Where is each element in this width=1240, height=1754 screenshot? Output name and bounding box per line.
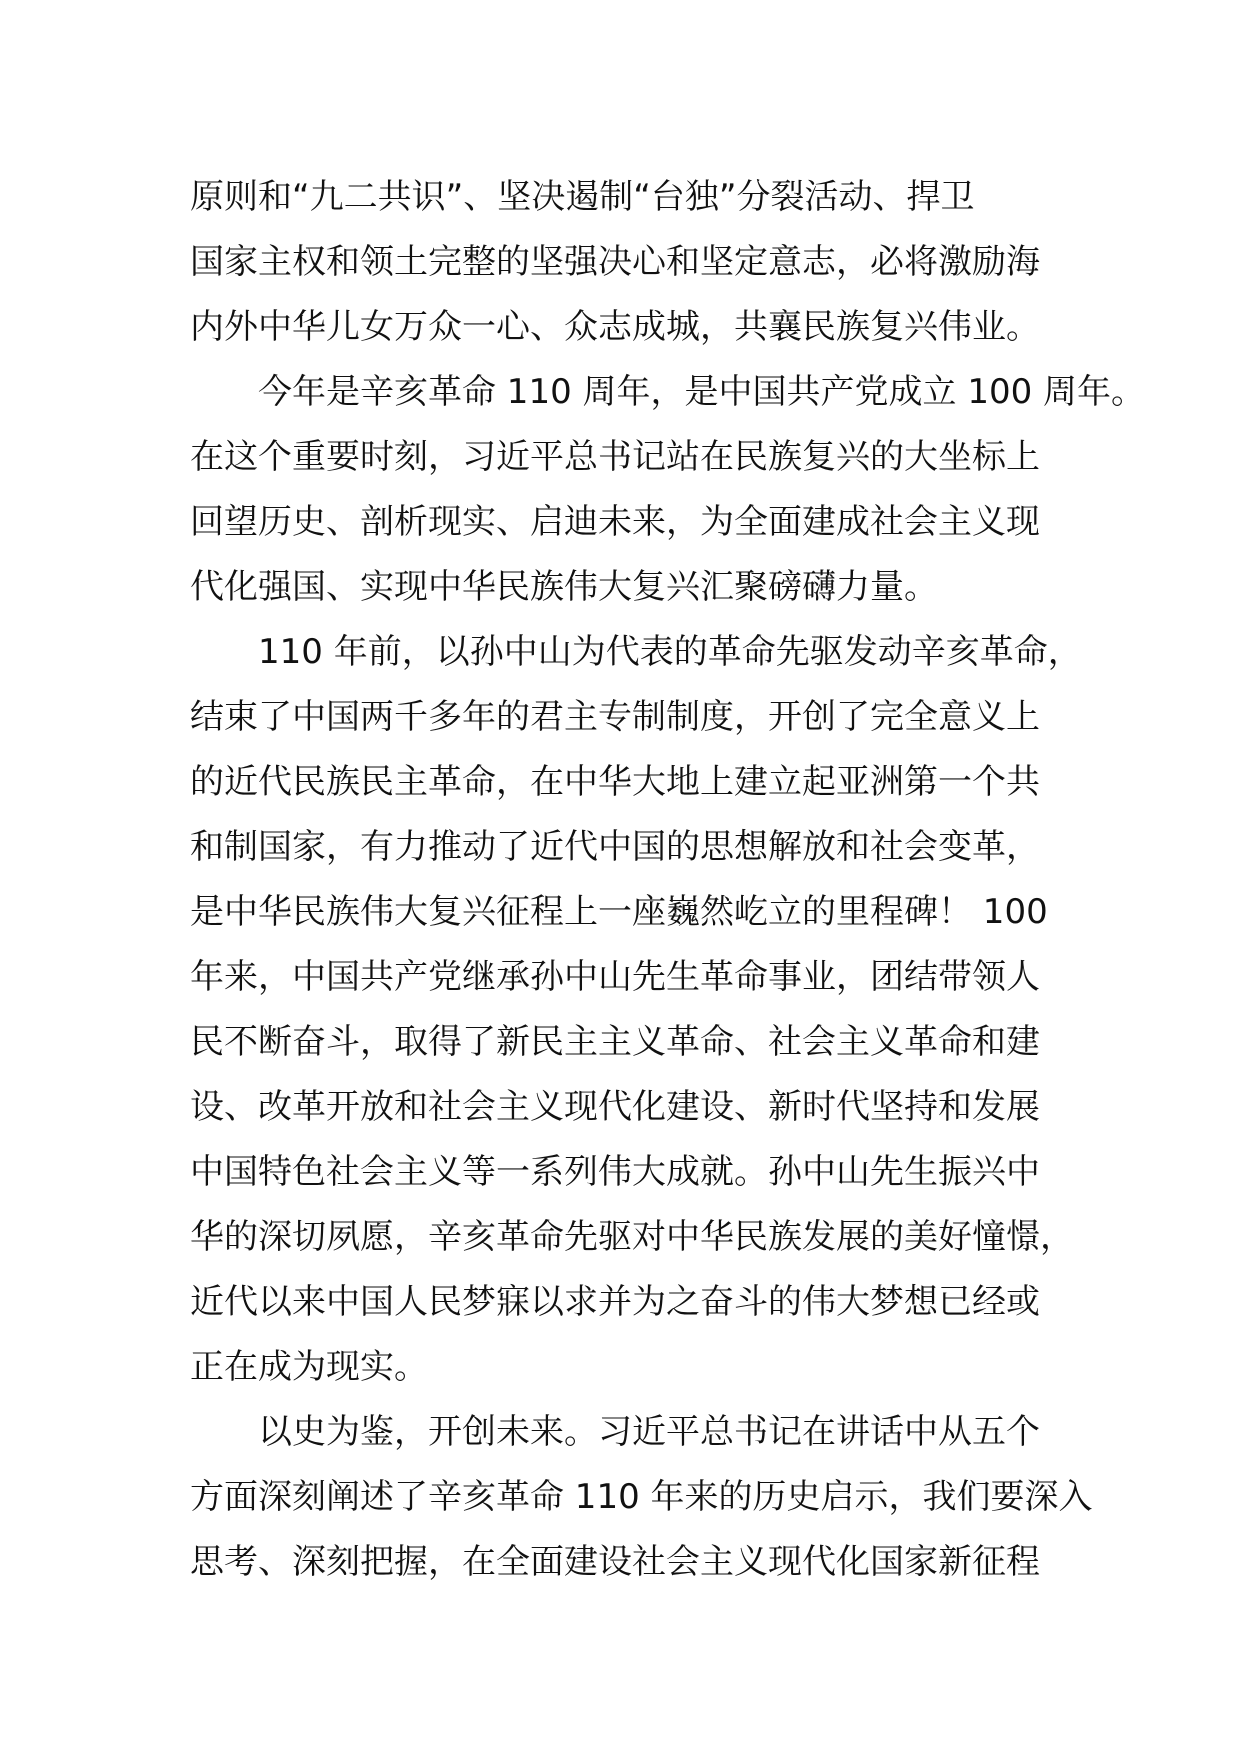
text-line: 中国特色社会主义等一系列伟大成就。孙中山先生振兴中 (190, 1152, 1040, 1192)
text-line: 回望历史、剖析现实、启迪未来，为全面建成社会主义现 (190, 502, 1040, 542)
body-text (190, 165, 1146, 1595)
text-line: 年来，中国共产党继承孙中山先生革命事业，团结带领人 (190, 957, 1040, 997)
text-line: 正在成为现实。 (190, 1347, 428, 1387)
text-line: 的近代民族民主革命，在中华大地上建立起亚洲第一个共 (190, 762, 1040, 802)
text-line: 华的深切夙愿，辛亥革命先驱对中华民族发展的美好憧憬， (190, 1217, 1074, 1257)
text-line: 国家主权和领土完整的坚强决心和坚定意志，必将激励海 (190, 242, 1040, 282)
text-line: 结束了中国两千多年的君主专制制度，开创了完全意义上 (190, 697, 1040, 737)
text-line: 思考、深刻把握，在全面建设社会主义现代化国家新征程 (190, 1542, 1040, 1582)
text-line: 代化强国、实现中华民族伟大复兴汇聚磅礴力量。 (190, 567, 938, 607)
text-line: 方面深刻阐述了辛亥革命 110 年来的历史启示，我们要深入 (190, 1477, 1093, 1517)
paragraph-start-line: 110 年前，以孙中山为代表的革命先驱发动辛亥革命， (258, 632, 1082, 672)
text-line: 内外中华儿女万众一心、众志成城，共襄民族复兴伟业。 (190, 307, 1040, 347)
text-line: 在这个重要时刻，习近平总书记站在民族复兴的大坐标上 (190, 437, 1040, 477)
text-line: 民不断奋斗，取得了新民主主义革命、社会主义革命和建 (190, 1022, 1040, 1062)
paragraph-start-line: 今年是辛亥革命 110 周年，是中国共产党成立 100 周年。 (258, 372, 1146, 412)
text-line: 原则和“九二共识”、坚决遏制“台独”分裂活动、捍卫 (190, 177, 975, 217)
text-line: 是中华民族伟大复兴征程上一座巍然屹立的里程碑！ 100 (190, 892, 1048, 932)
text-line: 设、改革开放和社会主义现代化建设、新时代坚持和发展 (190, 1087, 1040, 1127)
text-line: 和制国家，有力推动了近代中国的思想解放和社会变革， (190, 827, 1040, 867)
paragraph-start-line: 以史为鉴，开创未来。习近平总书记在讲话中从五个 (258, 1412, 1040, 1452)
text-line: 近代以来中国人民梦寐以求并为之奋斗的伟大梦想已经或 (190, 1282, 1040, 1322)
